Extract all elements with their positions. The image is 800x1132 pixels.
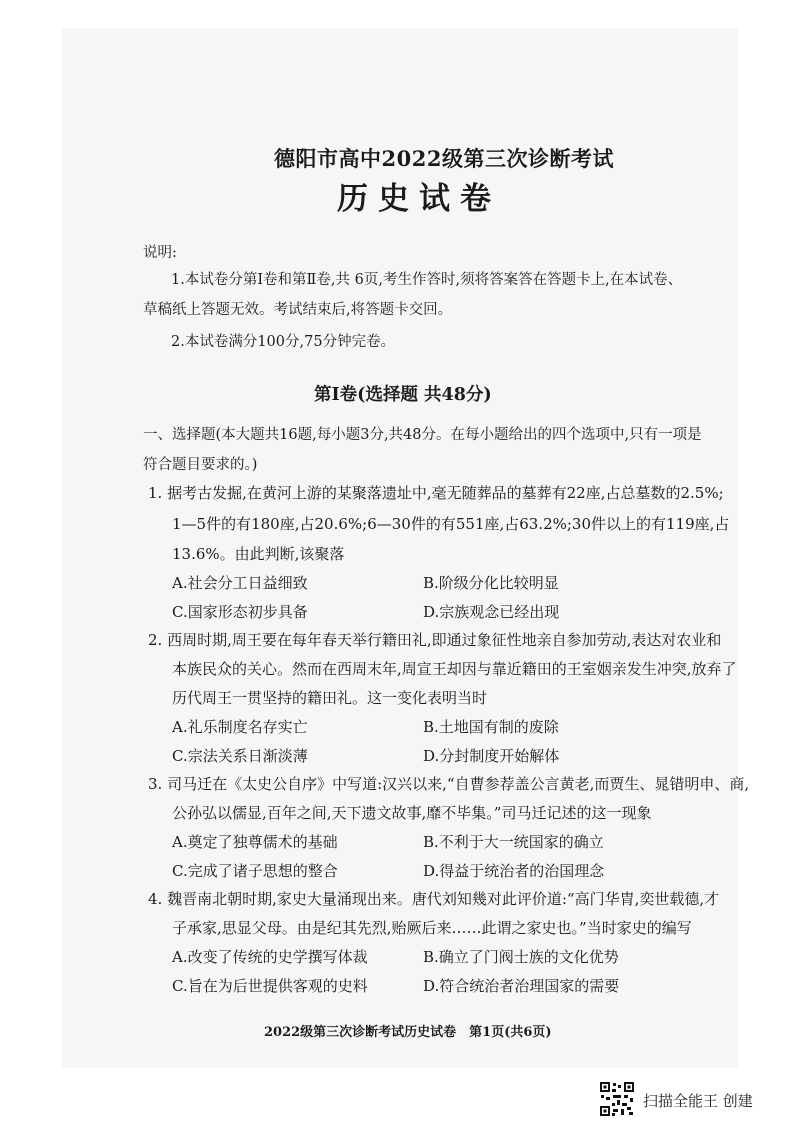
exam-title: 德阳市高中2022级第三次诊断考试 [274, 146, 614, 171]
question-3-option-b: B.不利于大一统国家的确立 [423, 833, 604, 851]
question-2-option-b: B.土地国有制的废除 [423, 718, 559, 736]
question-4-option-a: A.改变了传统的史学撰写体裁 [172, 948, 368, 966]
question-1-option-b: B.阶级分化比较明显 [423, 574, 559, 592]
question-3-option-d: D.得益于统治者的治国理念 [423, 862, 605, 880]
question-2-option-c: C.宗法关系日渐淡薄 [172, 747, 308, 765]
question-1-line: 1. 据考古发掘,在黄河上游的某聚落遗址中,毫无随葬品的墓葬有22座,占总墓数的2.5%; [148, 484, 724, 502]
question-3-line: 3. 司马迁在《太史公自序》中写道:汉兴以来,“自曹参荐盖公言黄老,而贾生、晁错明申、商, [148, 775, 750, 793]
part-instruction-line: 一、选择题(本大题共16题,每小题3分,共48分。在每小题给出的四个选项中,只有一项是 [143, 427, 702, 443]
part-instruction-line: 符合题目要求的。) [143, 457, 258, 473]
instruction-line: 1.本试卷分第Ⅰ卷和第Ⅱ卷,共 6页,考生作答时,须将答案答在答题卡上,在本试卷、 [171, 272, 683, 288]
question-3-option-c: C.完成了诸子思想的整合 [172, 862, 338, 880]
section-title: 第Ⅰ卷(选择题 共48分) [314, 385, 492, 405]
question-4-option-d: D.符合统治者治理国家的需要 [423, 977, 620, 995]
question-2-option-a: A.礼乐制度名存实亡 [172, 718, 308, 736]
qr-code-icon [599, 1081, 635, 1117]
question-3-line: 公孙弘以儒显,百年之间,天下遗文故事,靡不毕集。”司马迁记述的这一现象 [172, 804, 652, 822]
question-2-line: 历代周王一贯坚持的籍田礼。这一变化表明当时 [172, 689, 488, 707]
question-4-option-c: C.旨在为后世提供客观的史料 [172, 977, 368, 995]
page-footer: 2022级第三次诊断考试历史试卷 第1页(共6页) [264, 1025, 552, 1040]
exam-subtitle: 历史试卷 [337, 181, 501, 217]
scanner-watermark: 扫描全能王 创建 [643, 1092, 753, 1110]
question-1-line: 1—5件的有180座,占20.6%;6—30件的有551座,占63.2%;30件以上的有119座,占 [172, 515, 730, 533]
question-4-line: 子承家,思显父母。由是纪其先烈,贻厥后来……此谓之家史也。”当时家史的编写 [172, 919, 692, 937]
question-2-option-d: D.分封制度开始解体 [423, 747, 560, 765]
instruction-line: 2.本试卷满分100分,75分钟完卷。 [171, 334, 396, 350]
instructions-label: 说明: [143, 245, 177, 261]
instruction-line: 草稿纸上答题无效。考试结束后,将答题卡交回。 [143, 302, 453, 318]
question-2-line: 2. 西周时期,周王要在每年春天举行籍田礼,即通过象征性地亲自参加劳动,表达对农业和 [148, 631, 722, 649]
question-4-option-b: B.确立了门阀士族的文化优势 [423, 948, 619, 966]
question-1-option-a: A.社会分工日益细致 [172, 574, 308, 592]
question-1-option-d: D.宗族观念已经出现 [423, 603, 560, 621]
question-2-line: 本族民众的关心。然而在西周末年,周宣王却因与靠近籍田的王室姻亲发生冲突,放弃了 [172, 660, 737, 678]
question-4-line: 4. 魏晋南北朝时期,家史大量涌现出来。唐代刘知幾对此评价道:“高门华胄,奕世载德,才 [148, 890, 720, 908]
question-1-option-c: C.国家形态初步具备 [172, 603, 308, 621]
question-3-option-a: A.奠定了独尊儒术的基础 [172, 833, 338, 851]
question-1-line: 13.6%。由此判断,该聚落 [172, 545, 345, 563]
